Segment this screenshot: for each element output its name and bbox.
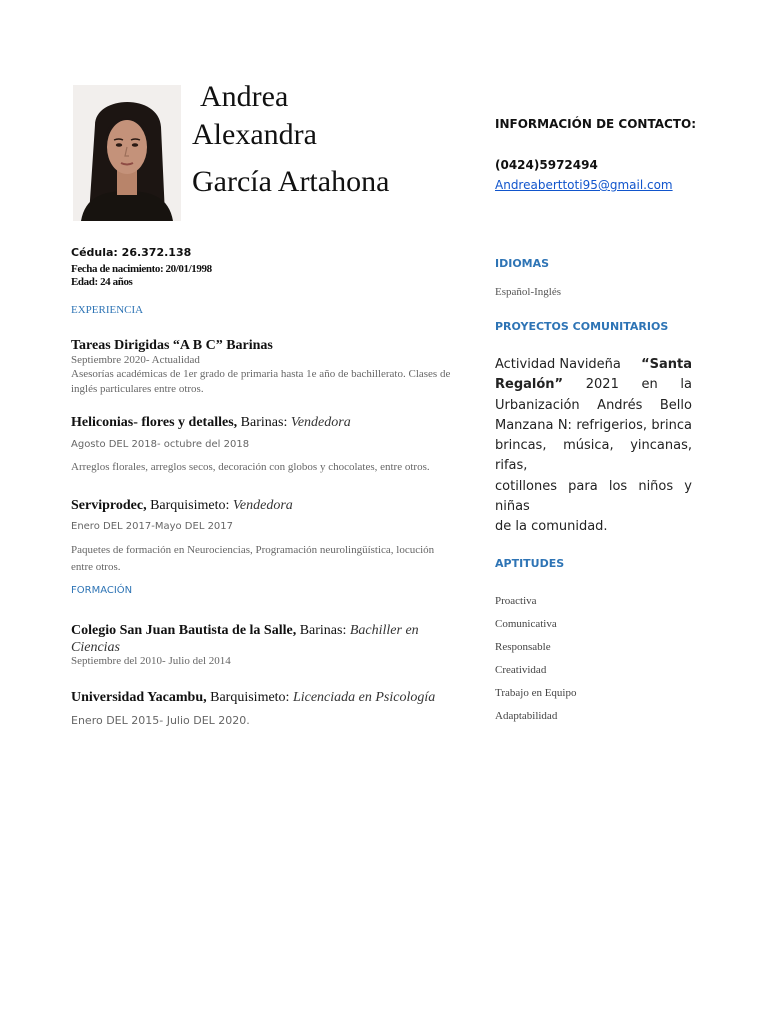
community-word: Urbanización xyxy=(495,397,580,413)
edu-1-title xyxy=(71,623,419,639)
community-line-3 xyxy=(495,396,692,416)
education-heading: FORMACIÓN xyxy=(71,585,133,596)
community-word: en xyxy=(641,377,658,393)
portrait-image xyxy=(73,85,181,221)
community-line-7: de la comunidad. xyxy=(495,519,608,535)
birth-date: Fecha de nacimiento: 20/01/1998 xyxy=(71,263,212,275)
job-3-title xyxy=(71,498,293,514)
job-2-desc: Arreglos florales, arreglos secos, decoración con globos y chocolates, entre otros. xyxy=(71,461,430,473)
edu-2-role: Licenciada en Psicología xyxy=(292,690,436,705)
languages-heading: IDIOMAS xyxy=(495,257,550,270)
community-line-5: brincas, música, yincanas, rifas, xyxy=(495,438,692,474)
job-1-org: Tareas Dirigidas “A B C” Barinas xyxy=(71,338,273,353)
job-1-desc: Asesorías académicas de 1er grado de primaria hasta 1e año de bachillerato. Clases de inglés particulares entre otros. xyxy=(71,368,451,395)
edu-1-dates: Septiembre del 2010- Julio del 2014 xyxy=(71,655,231,667)
job-1-title xyxy=(71,338,273,354)
job-2-role: Vendedora xyxy=(290,415,351,430)
job-3-role: Vendedora xyxy=(232,498,293,513)
community-word: 2021 xyxy=(585,377,619,393)
name-last: García Artahona xyxy=(192,165,390,198)
skill-item: Comunicativa xyxy=(495,618,557,630)
edu-2-dates: Enero DEL 2015- Julio DEL 2020. xyxy=(71,714,250,727)
community-line-6: cotillones para los niños y niñas xyxy=(495,478,692,515)
job-1-dates: Septiembre 2020- Actualidad xyxy=(71,354,200,366)
edu-1-place: Barinas: xyxy=(296,623,350,638)
job-2-org: Heliconias- flores y detalles, xyxy=(71,415,238,430)
job-3-org: Serviprodec, xyxy=(71,498,147,513)
edu-1-role-cont: Ciencias xyxy=(71,640,120,655)
job-3-dates: Enero DEL 2017-Mayo DEL 2017 xyxy=(71,521,234,532)
age: Edad: 24 años xyxy=(71,276,133,288)
community-word-bold: Regalón” xyxy=(495,377,564,393)
job-2-place: Barinas: xyxy=(237,415,291,430)
skill-item: Proactiva xyxy=(495,595,537,607)
job-3-place: Barquisimeto: xyxy=(146,498,233,513)
edu-2-place: Barquisimeto: xyxy=(206,690,293,705)
edu-2-org: Universidad Yacambu, xyxy=(71,690,207,705)
community-line-2 xyxy=(495,375,692,395)
languages-text: Español-Inglés xyxy=(495,286,561,298)
job-3-desc: Paquetes de formación en Neurociencias, Programación neurolingüística, locución entre otros. xyxy=(71,544,435,573)
community-word: Andrés xyxy=(597,397,643,413)
experience-heading: EXPERIENCIA xyxy=(71,304,144,316)
edu-1-org: Colegio San Juan Bautista de la Salle, xyxy=(71,623,297,638)
edu-1-role: Bachiller en xyxy=(349,623,419,638)
community-line-1 xyxy=(495,355,692,375)
name-middle: Alexandra xyxy=(192,118,317,151)
contact-email-link[interactable]: Andreaberttoti95@gmail.com xyxy=(495,178,673,192)
community-word: la xyxy=(680,377,692,393)
community-word-bold: “Santa xyxy=(641,357,692,372)
job-2-title xyxy=(71,415,351,431)
cedula: Cédula: 26.372.138 xyxy=(71,246,192,259)
edu-2-title xyxy=(71,690,435,706)
edu-1-title-cont xyxy=(71,640,120,656)
community-word: Bello xyxy=(659,397,692,413)
skill-item: Responsable xyxy=(495,641,551,653)
community-word: Actividad Navideña xyxy=(495,357,621,372)
community-text xyxy=(495,355,692,538)
community-line-4: Manzana N: refrigerios, brinca xyxy=(495,417,692,433)
skill-item: Adaptabilidad xyxy=(495,710,558,722)
skill-item: Trabajo en Equipo xyxy=(495,687,577,699)
job-2-dates: Agosto DEL 2018- octubre del 2018 xyxy=(71,439,250,450)
contact-heading: INFORMACIÓN DE CONTACTO: xyxy=(495,117,696,131)
profile-photo xyxy=(73,85,181,221)
skill-item: Creatividad xyxy=(495,664,547,676)
contact-phone: (0424)5972494 xyxy=(495,158,598,172)
community-heading: PROYECTOS COMUNITARIOS xyxy=(495,320,669,333)
skills-heading: APTITUDES xyxy=(495,557,565,570)
name-first: Andrea xyxy=(200,80,289,113)
